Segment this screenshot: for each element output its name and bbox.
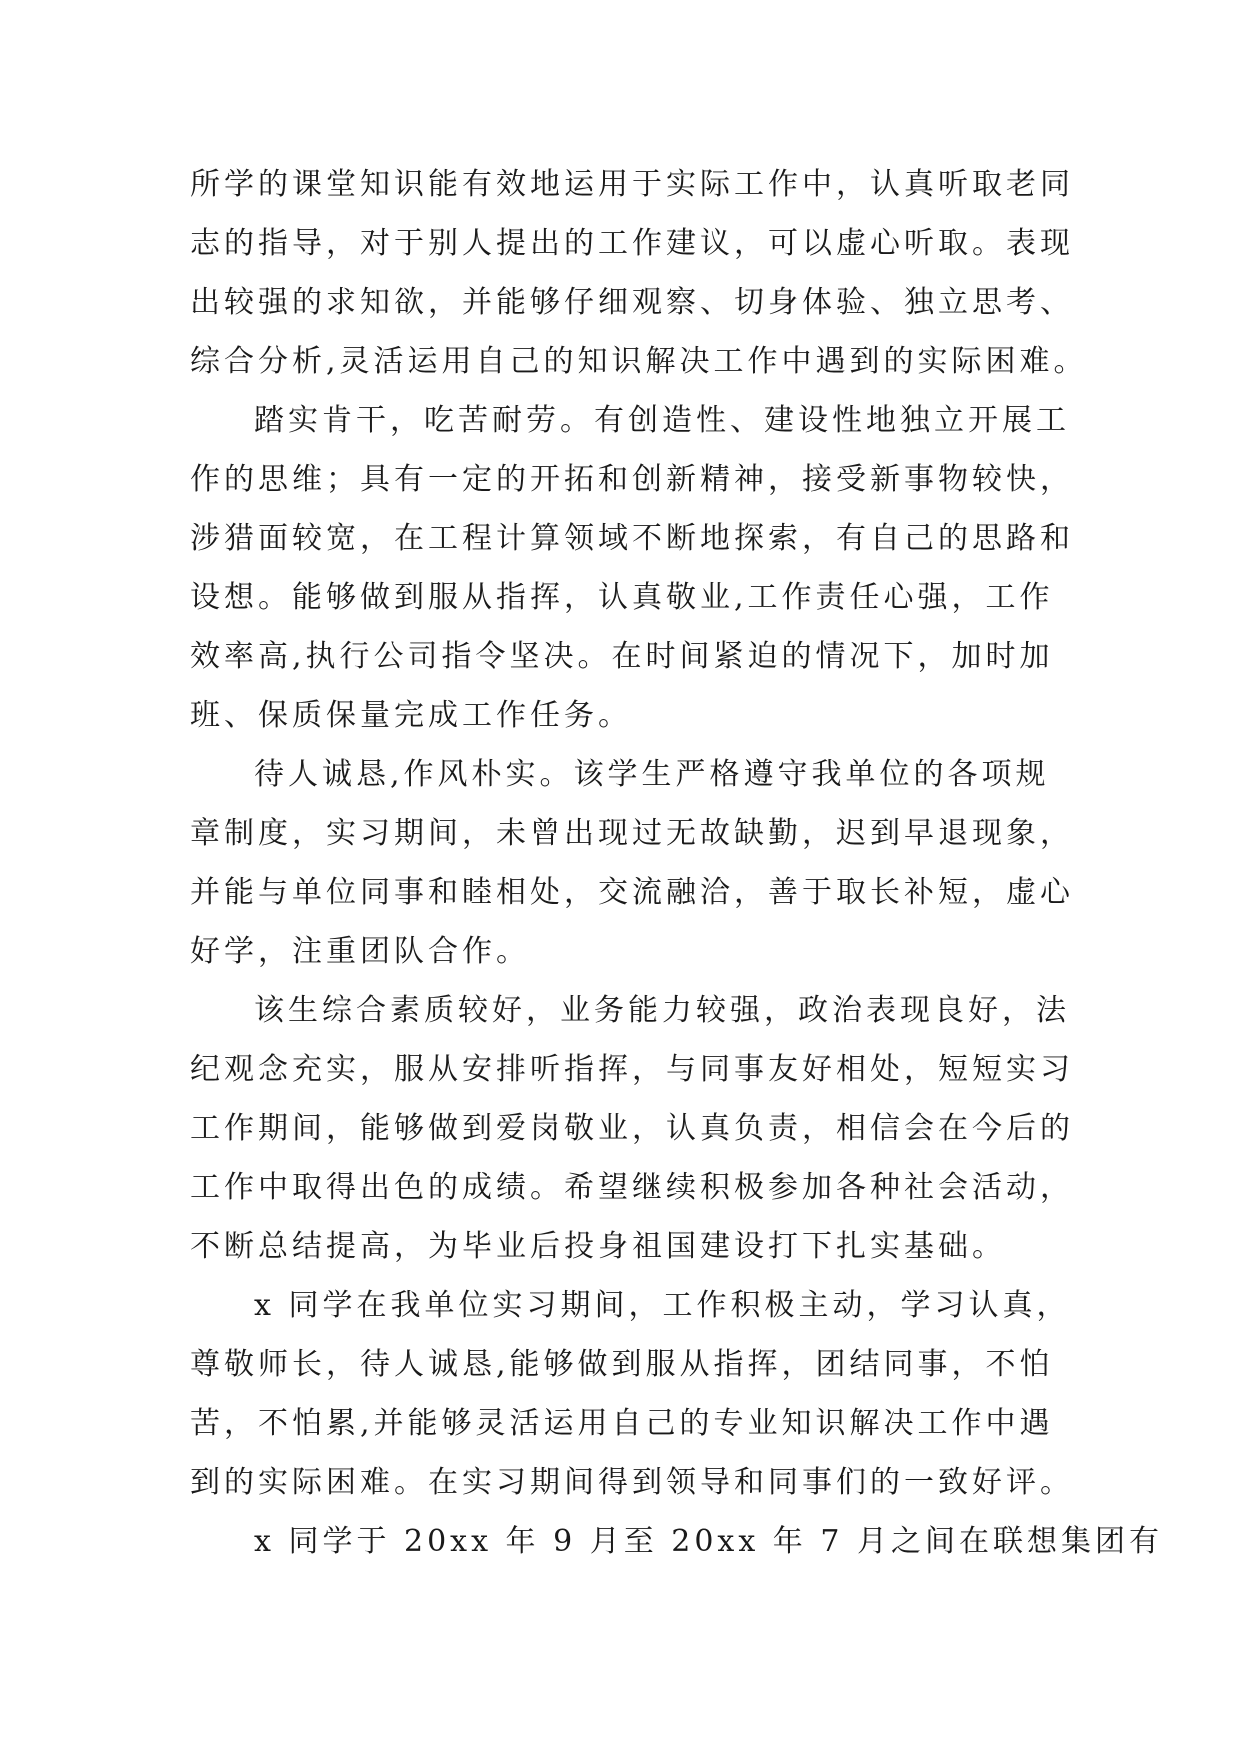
text-line: 并能与单位同事和睦相处，交流融洽，善于取长补短，虚心	[190, 875, 1074, 910]
text-line: 工作中取得出色的成绩。希望继续积极参加各种社会活动，	[190, 1170, 1074, 1205]
text-line: 所学的课堂知识能有效地运用于实际工作中，认真听取老同	[190, 167, 1074, 202]
text-line: 纪观念充实，服从安排听指挥，与同事友好相处，短短实习	[190, 1052, 1074, 1087]
text-line: 好学，注重团队合作。	[190, 934, 530, 969]
text-line: 综合分析,灵活运用自己的知识解决工作中遇到的实际困难。	[190, 344, 1088, 379]
paragraph-first-line: 该生综合素质较好，业务能力较强，政治表现良好，法	[254, 993, 1070, 1028]
text-line: 涉猎面较宽，在工程计算领域不断地探索，有自己的思路和	[190, 521, 1074, 556]
text-line: 苦，不怕累,并能够灵活运用自己的专业知识解决工作中遇	[190, 1406, 1054, 1441]
paragraph-first-line: x 同学于 20xx 年 9 月至 20xx 年 7 月之间在联想集团有	[254, 1524, 1163, 1559]
text-line: 出较强的求知欲，并能够仔细观察、切身体验、独立思考、	[190, 285, 1074, 320]
text-line: 尊敬师长，待人诚恳,能够做到服从指挥，团结同事，不怕	[190, 1347, 1054, 1382]
paragraph-first-line: x 同学在我单位实习期间，工作积极主动，学习认真，	[254, 1288, 1071, 1323]
paragraph-first-line: 踏实肯干，吃苦耐劳。有创造性、建设性地独立开展工	[254, 403, 1070, 438]
text-line: 效率高,执行公司指令坚决。在时间紧迫的情况下，加时加	[190, 639, 1054, 674]
text-line: 工作期间，能够做到爱岗敬业，认真负责，相信会在今后的	[190, 1111, 1074, 1146]
text-line: 设想。能够做到服从指挥，认真敬业,工作责任心强，工作	[190, 580, 1054, 615]
text-line: 志的指导，对于别人提出的工作建议，可以虚心听取。表现	[190, 226, 1074, 261]
text-line: 班、保质保量完成工作任务。	[190, 698, 632, 733]
text-line: 不断总结提高，为毕业后投身祖国建设打下扎实基础。	[190, 1229, 1006, 1264]
text-line: 章制度，实习期间，未曾出现过无故缺勤，迟到早退现象，	[190, 816, 1074, 851]
text-line: 到的实际困难。在实习期间得到领导和同事们的一致好评。	[190, 1465, 1074, 1500]
document-body	[190, 155, 1163, 1571]
paragraph-first-line: 待人诚恳,作风朴实。该学生严格遵守我单位的各项规	[254, 757, 1050, 792]
text-line: 作的思维；具有一定的开拓和创新精神，接受新事物较快，	[190, 462, 1074, 497]
